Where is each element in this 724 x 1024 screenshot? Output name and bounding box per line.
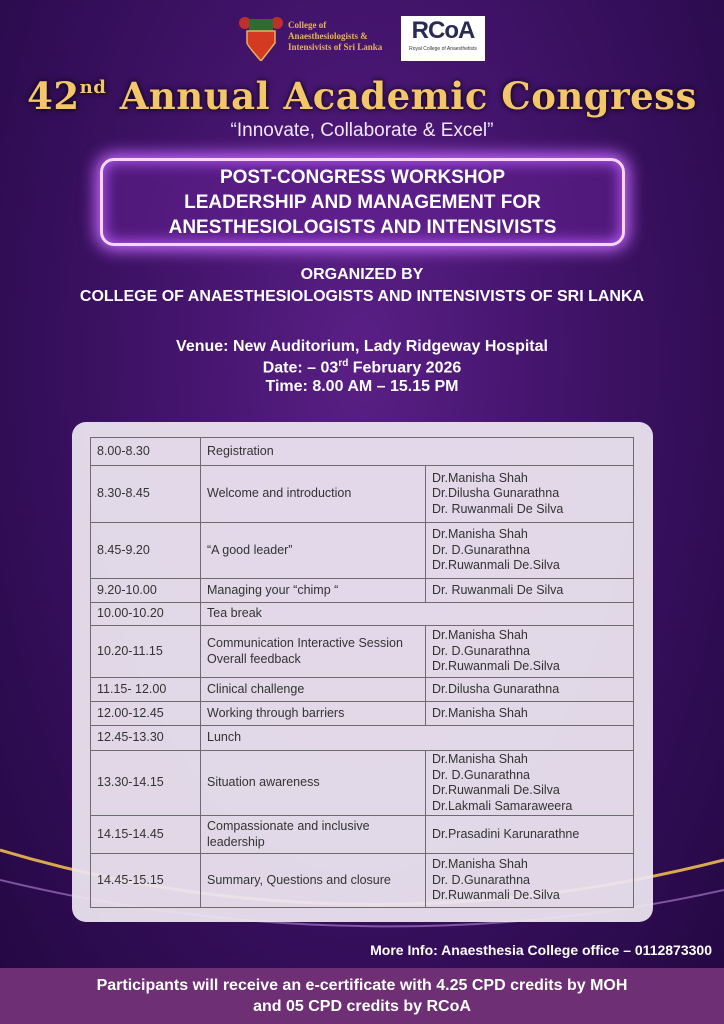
college-crest-logo xyxy=(237,15,285,61)
session-time: 12.00-12.45 xyxy=(91,702,201,726)
session-title: Clinical challenge xyxy=(201,678,426,702)
schedule-row xyxy=(91,626,634,678)
speaker-name: Dr.Manisha Shah xyxy=(432,527,528,542)
schedule-row xyxy=(91,603,634,626)
cpd-banner xyxy=(0,968,724,1024)
schedule-row xyxy=(91,523,634,579)
session-title: Summary, Questions and closure xyxy=(201,854,426,908)
session-time: 8.30-8.45 xyxy=(91,466,201,523)
date: Date: – 03rd February 2026 xyxy=(262,358,462,377)
session-speakers xyxy=(426,678,634,702)
speaker-name: Dr.Manisha Shah xyxy=(432,752,528,766)
speaker-name: Dr. D.Gunarathna xyxy=(432,767,530,782)
speaker-name: Dr.Ruwanmali De.Silva xyxy=(432,659,560,674)
speaker-name: Dr.Prasadini Karunarathne xyxy=(432,826,580,841)
schedule-row xyxy=(91,816,634,854)
speaker-name: Dr. D.Gunarathna xyxy=(432,643,530,658)
session-speakers xyxy=(426,751,634,816)
session-title: Welcome and introduction xyxy=(201,466,426,523)
schedule-row xyxy=(91,438,634,466)
congress-tagline: “Innovate, Collaborate & Excel” xyxy=(230,120,494,141)
schedule-row xyxy=(91,579,634,603)
session-time: 8.00-8.30 xyxy=(91,438,201,466)
logo-text-line: Anaesthesiologists & xyxy=(288,31,368,41)
session-title: “A good leader” xyxy=(201,523,426,579)
session-title: Compassionate and inclusive leadership xyxy=(201,816,426,854)
session-time: 8.45-9.20 xyxy=(91,523,201,579)
speaker-name: Dr.Ruwanmali De.Silva xyxy=(432,558,560,573)
workshop-title-line: ANESTHESIOLOGISTS AND INTENSIVISTS xyxy=(168,217,557,238)
more-info: More Info: Anaesthesia College office – 0112873300 xyxy=(370,942,712,958)
session-title: Registration xyxy=(201,438,634,466)
session-speakers xyxy=(426,466,634,523)
workshop-title-box xyxy=(100,158,625,246)
schedule-row xyxy=(91,466,634,523)
speaker-name: Dr.Ruwanmali De.Silva xyxy=(432,783,560,797)
session-time: 10.00-10.20 xyxy=(91,603,201,626)
schedule-row xyxy=(91,726,634,751)
speaker-name: Dr.Lakmali Samaraweera xyxy=(432,798,573,813)
schedule-row xyxy=(91,854,634,908)
session-title: Situation awareness xyxy=(201,751,426,816)
rcoa-logo xyxy=(401,16,485,61)
schedule-panel xyxy=(72,422,653,922)
organized-by-label: ORGANIZED BY xyxy=(300,266,424,283)
speaker-name: Dr.Ruwanmali De.Silva xyxy=(432,888,560,903)
speaker-name: Dr.Manisha Shah xyxy=(432,705,528,720)
speaker-name: Dr.Manisha Shah xyxy=(432,857,528,872)
organizer-name: COLLEGE OF ANAESTHESIOLOGISTS AND INTENSIVISTS OF SRI LANKA xyxy=(79,288,645,305)
speaker-name: Dr.Manisha Shah xyxy=(432,470,528,485)
session-time: 14.15-14.45 xyxy=(91,816,201,854)
speaker-name: Dr. D.Gunarathna xyxy=(432,542,530,557)
venue: Venue: New Auditorium, Lady Ridgeway Hospital xyxy=(176,338,548,355)
speaker-name: Dr. D.Gunarathna xyxy=(432,872,530,887)
logo-text-line: College of xyxy=(288,20,327,30)
session-speakers xyxy=(426,523,634,579)
session-time: 14.45-15.15 xyxy=(91,854,201,908)
session-time: 10.20-11.15 xyxy=(91,626,201,678)
schedule-table xyxy=(90,437,634,908)
time: Time: 8.00 AM – 15.15 PM xyxy=(265,378,459,395)
schedule-row xyxy=(91,678,634,702)
logo-text-line: Intensivists of Sri Lanka xyxy=(288,42,383,52)
speaker-name: Dr.Dilusha Gunarathna xyxy=(432,486,560,501)
cpd-line: Participants will receive an e-certificate with 4.25 CPD credits by MOH xyxy=(96,977,628,994)
schedule-row xyxy=(91,702,634,726)
cpd-line: and 05 CPD credits by RCoA xyxy=(253,998,471,1015)
session-title: Working through barriers xyxy=(201,702,426,726)
workshop-title-line: POST-CONGRESS WORKSHOP xyxy=(219,167,506,188)
session-title: Lunch xyxy=(201,726,634,751)
session-title: Managing your “chimp “ xyxy=(201,579,426,603)
session-title: Communication Interactive Session Overall feedback xyxy=(201,626,426,678)
session-speakers xyxy=(426,702,634,726)
schedule-row xyxy=(91,751,634,816)
speaker-name: Dr. Ruwanmali De Silva xyxy=(432,501,564,516)
session-speakers xyxy=(426,626,634,678)
session-time: 13.30-14.15 xyxy=(91,751,201,816)
speaker-name: Dr.Dilusha Gunarathna xyxy=(432,681,560,696)
session-time: 11.15- 12.00 xyxy=(91,678,201,702)
speaker-name: Dr.Manisha Shah xyxy=(432,628,528,643)
college-logo-text xyxy=(288,20,382,53)
rcoa-logo-mark: RCoA xyxy=(411,17,475,44)
session-speakers xyxy=(426,854,634,908)
session-title: Tea break xyxy=(201,603,634,626)
session-speakers xyxy=(426,816,634,854)
rcoa-logo-subtitle: Royal College of Anaesthetists xyxy=(409,46,477,52)
congress-title: 42nd Annual Academic Congress xyxy=(27,74,697,118)
session-time: 9.20-10.00 xyxy=(91,579,201,603)
speaker-name: Dr. Ruwanmali De Silva xyxy=(432,582,564,597)
session-speakers xyxy=(426,579,634,603)
workshop-title-line: LEADERSHIP AND MANAGEMENT FOR xyxy=(184,192,541,213)
session-time: 12.45-13.30 xyxy=(91,726,201,751)
